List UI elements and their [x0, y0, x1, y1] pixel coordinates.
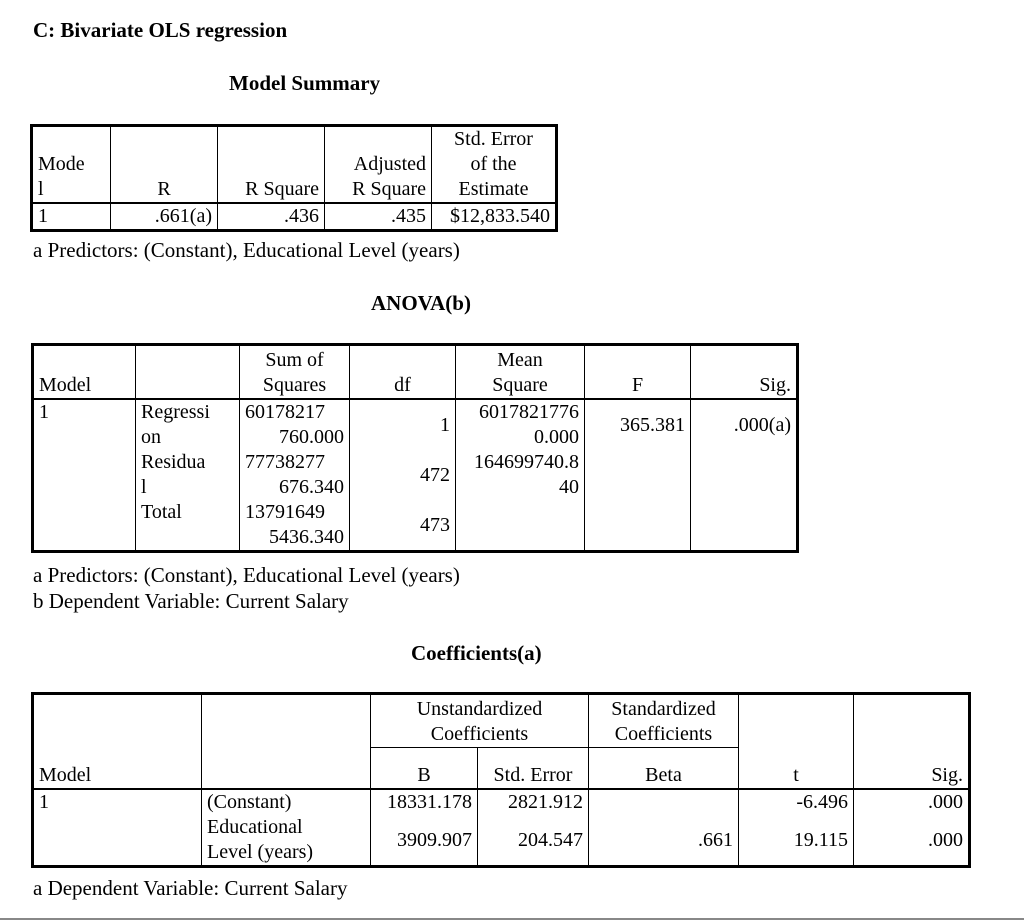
anova-note-a: a Predictors: (Constant), Educational Level (years) [33, 563, 460, 587]
header-model: Model [33, 694, 202, 790]
cell-source-total: Total [136, 500, 240, 552]
anova-note-b: b Dependent Variable: Current Salary [33, 589, 349, 613]
cell-df-regression: 1 [350, 399, 456, 450]
coefficients-note: a Dependent Variable: Current Salary [33, 876, 348, 900]
cell-sig-residual [691, 450, 798, 500]
cell-sig-constant: .000 [854, 789, 970, 815]
model-summary-title: Model Summary [229, 71, 381, 95]
model-summary-table [30, 124, 558, 232]
header-model: Mode l [32, 126, 111, 204]
cell-r-square: .436 [218, 203, 325, 231]
anova-table [31, 343, 799, 553]
header-sig: Sig. [691, 345, 798, 400]
table-row [33, 789, 970, 815]
cell-b-educational-level: 3909.907 [371, 815, 478, 867]
cell-term-constant: (Constant) [202, 789, 371, 815]
header-adjusted-r-square: Adjusted R Square [325, 126, 432, 204]
cell-model: 1 [32, 203, 111, 231]
header-beta: Beta [589, 748, 739, 790]
table-row [32, 203, 557, 231]
header-sum-of-squares: Sum of Squares [240, 345, 350, 400]
anova-notes [33, 562, 460, 614]
header-std-error: Std. Error of the Estimate [432, 126, 557, 204]
coefficients-table [31, 692, 971, 868]
cell-model: 1 [33, 399, 136, 552]
cell-sig-total [691, 500, 798, 552]
model-summary-header-row [32, 126, 557, 204]
cell-f-total [585, 500, 691, 552]
table-row [33, 399, 798, 450]
coefficients-group-header-row [33, 694, 970, 748]
cell-sig-educational-level: .000 [854, 815, 970, 867]
coefficients-title: Coefficients(a) [411, 641, 542, 665]
header-source [136, 345, 240, 400]
cell-mean-sq-total [456, 500, 585, 552]
cell-mean-sq-regression: 6017821776 0.000 [456, 399, 585, 450]
cell-sig-regression: .000(a) [691, 399, 798, 450]
header-standardized: Standardized Coefficients [589, 694, 739, 748]
bottom-divider [0, 918, 1024, 920]
cell-source-regression: Regressi on [136, 399, 240, 450]
header-t: t [739, 694, 854, 790]
anova-title: ANOVA(b) [371, 291, 471, 315]
header-r: R [111, 126, 218, 204]
cell-sum-sq-regression: 60178217 760.000 [240, 399, 350, 450]
cell-mean-sq-residual: 164699740.8 40 [456, 450, 585, 500]
cell-r: .661(a) [111, 203, 218, 231]
header-unstandardized: Unstandardized Coefficients [371, 694, 589, 748]
cell-t-educational-level: 19.115 [739, 815, 854, 867]
header-std-error: Std. Error [478, 748, 589, 790]
cell-sum-sq-total: 13791649 5436.340 [240, 500, 350, 552]
header-f: F [585, 345, 691, 400]
cell-model: 1 [33, 789, 202, 867]
table-row [33, 450, 798, 500]
section-title: C: Bivariate OLS regression [33, 18, 288, 42]
cell-std-error-educational-level: 204.547 [478, 815, 589, 867]
cell-t-constant: -6.496 [739, 789, 854, 815]
header-sig: Sig. [854, 694, 970, 790]
cell-f-regression: 365.381 [585, 399, 691, 450]
header-b: B [371, 748, 478, 790]
model-summary-note: a Predictors: (Constant), Educational Level (years) [33, 238, 460, 262]
cell-beta-educational-level: .661 [589, 815, 739, 867]
cell-f-residual [585, 450, 691, 500]
table-row [33, 500, 798, 552]
cell-sum-sq-residual: 77738277 676.340 [240, 450, 350, 500]
anova-header-row [33, 345, 798, 400]
cell-beta-constant [589, 789, 739, 815]
cell-term-educational-level: Educational Level (years) [202, 815, 371, 867]
cell-adjusted-r-square: .435 [325, 203, 432, 231]
header-term [202, 694, 371, 790]
header-df: df [350, 345, 456, 400]
cell-std-error: $12,833.540 [432, 203, 557, 231]
cell-df-residual: 472 [350, 450, 456, 500]
header-mean-square: Mean Square [456, 345, 585, 400]
header-model: Model [33, 345, 136, 400]
cell-std-error-constant: 2821.912 [478, 789, 589, 815]
cell-source-residual: Residua l [136, 450, 240, 500]
cell-df-total: 473 [350, 500, 456, 552]
cell-b-constant: 18331.178 [371, 789, 478, 815]
header-r-square: R Square [218, 126, 325, 204]
